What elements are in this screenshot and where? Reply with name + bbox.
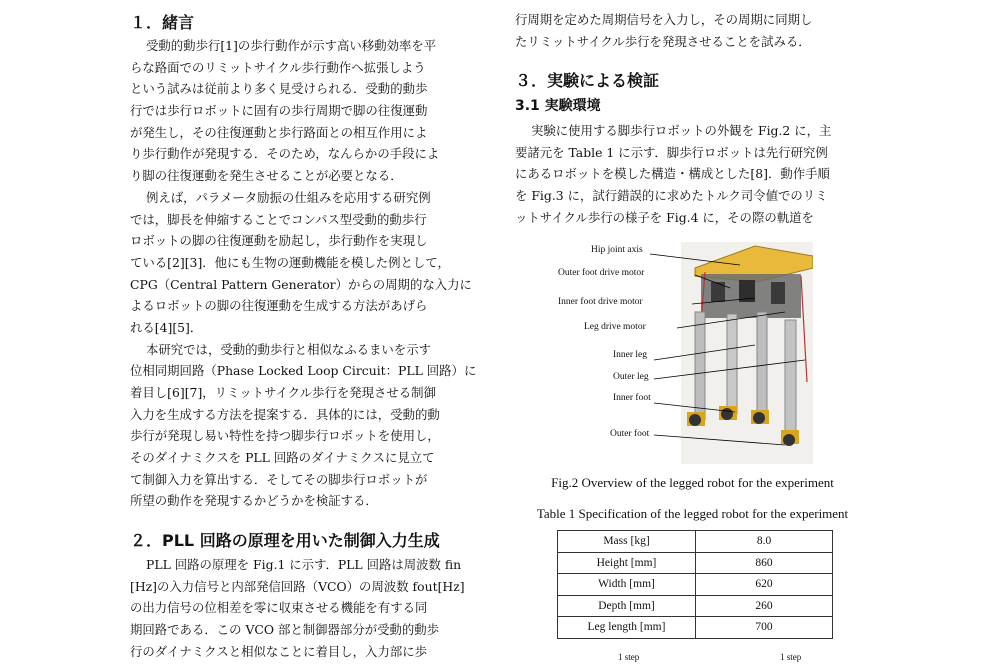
- text-line: 受動的動歩行[1]の歩行動作が示す高い移動効率を平: [146, 38, 437, 53]
- text-line: ロボットの脚の往復運動を励起し，歩行動作を実現し: [130, 233, 428, 249]
- text-line: 例えば，パラメータ励振の仕組みを応用する研究例: [146, 189, 431, 205]
- text-line: PLL 回路の原理を Fig.1 に示す．PLL 回路は周波数 fin: [146, 557, 462, 572]
- text-line: 所望の動作を発現するかどうかを検証する．: [130, 493, 378, 509]
- text-line: を Fig.3 に，試行錯誤的に求めたトルク司令値でのリミ: [515, 188, 828, 204]
- text-line: ている[2][3]．他にも生物の運動機能を模した例として，: [130, 254, 450, 270]
- continued-paragraph: [515, 9, 870, 52]
- figure-2: [555, 240, 855, 468]
- text-line: では，脚長を伸縮することでコンパス型受動的動歩行: [130, 211, 427, 227]
- section-3-1-paragraph: [515, 120, 870, 228]
- figure-label: Outer leg: [613, 372, 649, 382]
- table-row: [558, 617, 833, 639]
- table-cell-key: Leg length [mm]: [558, 617, 696, 639]
- step-label: 1 step: [618, 652, 640, 662]
- table-row: [558, 552, 833, 574]
- text-line: の出力信号の位相差を零に収束させる機能を有する同: [130, 600, 428, 616]
- table-cell-key: Height [mm]: [558, 552, 696, 574]
- text-line: よるロボットの脚の往復運動を生成する方法があげら: [130, 298, 428, 314]
- text-line: そのダイナミクスを PLL 回路のダイナミクスに見立て: [130, 450, 435, 466]
- text-line: 行のダイナミクスと相似なことに着目し，入力部に歩: [130, 643, 428, 659]
- text-line: にあるロボットを模した構造・構成とした[8]．動作手順: [515, 166, 830, 182]
- intro-paragraph-1: [130, 35, 492, 512]
- section-1-title: １．緒言: [130, 13, 195, 32]
- text-line: CPG（Central Pattern Generator）からの周期的な入力に: [130, 276, 472, 292]
- text-line: 位相同期回路（Phase Locked Loop Circuit：PLL 回路）に: [130, 363, 477, 379]
- text-line: [Hz]の入力信号と内部発信回路（VCO）の周波数 fout[Hz]: [130, 578, 465, 594]
- table-row: [558, 574, 833, 596]
- table-cell-key: Depth [mm]: [558, 595, 696, 617]
- section-2-paragraph: [130, 554, 492, 662]
- text-line: たリミットサイクル歩行を発現させることを試みる．: [515, 33, 811, 49]
- section-3-1-title: 3.1 実験環境: [515, 98, 601, 114]
- text-line: 行周期を定めた周期信号を入力し，その周期に同期し: [515, 12, 813, 27]
- text-line: れる[4][5]．: [130, 319, 203, 335]
- figure-label: Inner foot: [613, 393, 651, 403]
- table-cell-value: 8.0: [696, 531, 833, 553]
- text-line: り脚の往復運動を発生させることが必要となる．: [130, 168, 403, 184]
- text-line: り歩行動作が発現する．そのため，なんらかの手段によ: [130, 146, 440, 162]
- text-line: という試みは従前より多く見受けられる．受動的動歩: [130, 81, 428, 97]
- text-line: 期回路である．この VCO 部と制御器部分が受動的動歩: [130, 622, 440, 638]
- table-1-caption: Table 1 Specification of the legged robot for the experiment: [536, 506, 849, 521]
- table-cell-value: 700: [696, 617, 833, 639]
- figure-label: Outer foot: [610, 429, 650, 439]
- step-label: 1 step: [780, 652, 802, 662]
- table-cell-value: 260: [696, 595, 833, 617]
- table-row: [558, 595, 833, 617]
- table-cell-key: Width [mm]: [558, 574, 696, 596]
- figure-label: Hip joint axis: [591, 245, 643, 255]
- spec-table: [557, 530, 833, 639]
- figure-label: Inner foot drive motor: [558, 297, 643, 307]
- text-line: ットサイクル歩行の様子を Fig.4 に，その際の軌道を: [515, 209, 814, 225]
- text-line: 行では歩行ロボットに固有の歩行周期で脚の往復運動: [130, 103, 428, 119]
- text-line: 要諸元を Table 1 に示す．脚歩行ロボットは先行研究例: [515, 144, 828, 160]
- table-cell-key: Mass [kg]: [558, 531, 696, 553]
- table-cell-value: 620: [696, 574, 833, 596]
- figure-label: Inner leg: [613, 350, 648, 360]
- text-line: 歩行が発現し易い特性を持つ脚歩行ロボットを使用し，: [130, 428, 440, 444]
- figure-2-caption: Fig.2 Overview of the legged robot for the experiment: [551, 475, 834, 490]
- table-cell-value: 860: [696, 552, 833, 574]
- figure-label: Leg drive motor: [584, 322, 646, 332]
- text-line: 着目し[6][7]，リミットサイクル歩行を発現させる制御: [130, 385, 436, 400]
- text-line: 実験に使用する脚歩行ロボットの外観を Fig.2 に，主: [531, 123, 832, 138]
- section-2-title: ２．PLL 回路の原理を用いた制御入力生成: [130, 531, 440, 550]
- text-line: が発生し，その往復運動と歩行路面との相互作用によ: [130, 124, 428, 140]
- table-row: [558, 531, 833, 553]
- text-line: 本研究では，受動的動歩行と相似なふるまいを示す: [146, 341, 431, 357]
- figure-label: Outer foot drive motor: [558, 268, 645, 278]
- text-line: て制御入力を算出する．そしてその脚歩行ロボットが: [130, 471, 428, 487]
- text-line: らな路面でのリミットサイクル歩行動作へ拡張しよう: [130, 59, 426, 75]
- text-line: 入力を生成する方法を提案する．具体的には，受動的動: [130, 406, 440, 422]
- section-3-title: ３．実験による検証: [515, 71, 660, 90]
